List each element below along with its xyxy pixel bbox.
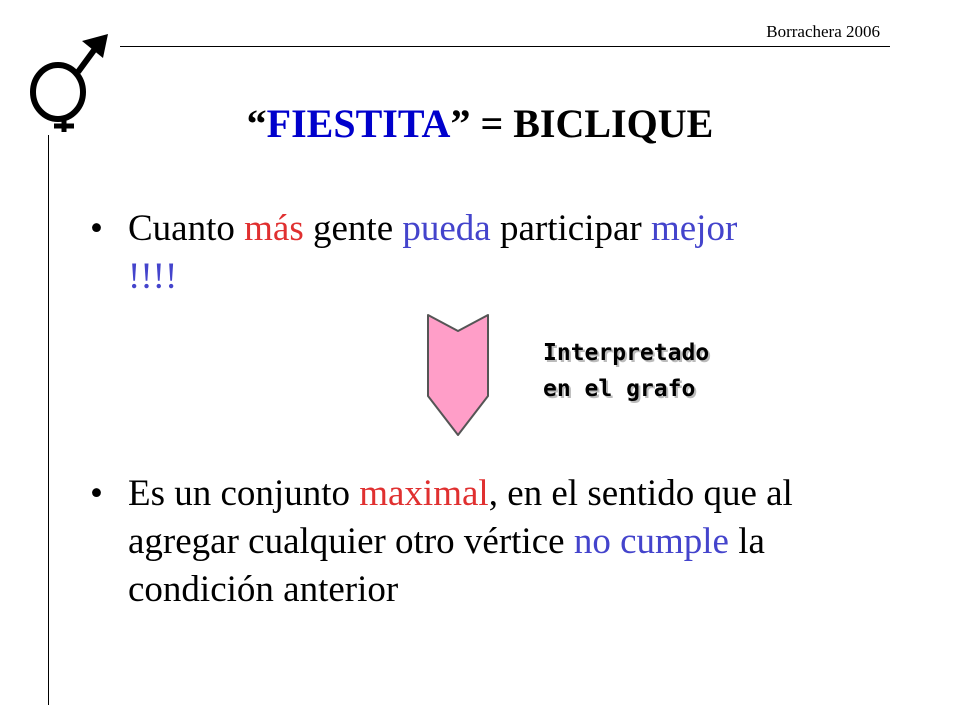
title-close-quote: ” bbox=[450, 101, 471, 146]
left-divider bbox=[48, 135, 49, 705]
slide-title bbox=[0, 100, 960, 147]
top-divider bbox=[120, 46, 890, 47]
bullet-dot: • bbox=[90, 208, 103, 249]
title-open-quote: “ bbox=[246, 101, 267, 146]
bullet-maximal bbox=[90, 470, 850, 614]
bullet-dot: • bbox=[90, 473, 103, 514]
bullet-text: Cuanto más gente pueda participar mejor !!!! bbox=[128, 208, 738, 297]
down-arrow-icon bbox=[425, 312, 491, 438]
callout-line-1: Interpretado bbox=[543, 340, 710, 366]
callout-line-2: en el grafo bbox=[543, 376, 696, 402]
title-rest: = BICLIQUE bbox=[470, 101, 714, 146]
interpretation-callout bbox=[543, 335, 709, 407]
title-highlight: FIESTITA bbox=[266, 101, 451, 146]
bullet-participation bbox=[90, 205, 790, 301]
header-text: Borrachera 2006 bbox=[766, 22, 880, 41]
bullet-text: Es un conjunto maximal, en el sentido que al agregar cualquier otro vértice no cumple la condición anterior bbox=[128, 473, 793, 610]
